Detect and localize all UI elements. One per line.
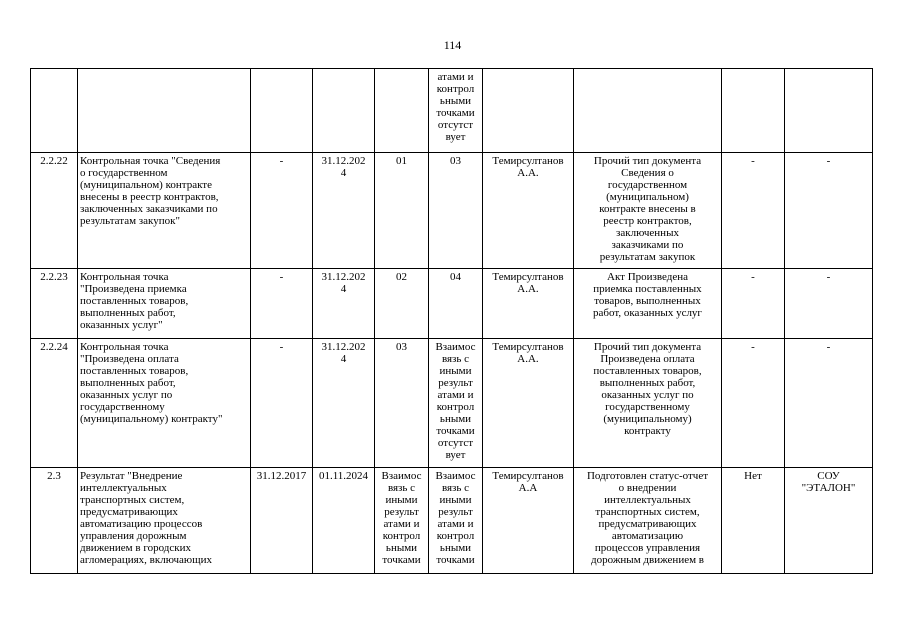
row-name-cell: [78, 339, 251, 468]
row-responsible-cell: [483, 153, 574, 269]
table-row: [31, 69, 873, 153]
row-end-date: 31.12.202 4: [321, 155, 366, 179]
plan-table: [30, 68, 873, 574]
row-end-date-cell: [313, 69, 375, 153]
row-link-next: атами и контрол ьными точками отсутст вует: [436, 71, 475, 143]
row-start-date: -: [279, 155, 284, 167]
row-document-type: Подготовлен статус-отчет о внедрении интеллектуальных транспортных систем, предусматривающих автоматизацию процессов управления дорожным движением в: [586, 470, 709, 566]
row-info-system-cell: [722, 339, 785, 468]
row-start-date: -: [279, 271, 284, 283]
row-info-system-cell: [722, 153, 785, 269]
row-end-date-cell: [313, 468, 375, 574]
row-link-previous-cell: [375, 339, 429, 468]
row-link-previous: Взаимос вязь с иными результ атами и контрол ьными точками: [381, 470, 422, 566]
row-number: 2.3: [47, 470, 61, 482]
row-document-type-cell: [574, 468, 722, 574]
row-note-cell: [785, 339, 873, 468]
row-name: Результат "Внедрение интеллектуальных транспортных систем, предусматривающих автоматизацию процессов управления дорожным движением в городских агломерациях, включающих: [80, 470, 212, 566]
table-row: [31, 339, 873, 468]
row-link-previous-cell: [375, 69, 429, 153]
row-note-cell: [785, 269, 873, 339]
row-responsible: Темирсултанов А.А: [492, 470, 564, 494]
row-note: -: [826, 155, 831, 167]
row-start-date-cell: [251, 153, 313, 269]
row-info-system: -: [751, 271, 755, 283]
page-number: 114: [443, 38, 462, 52]
row-name-cell: [78, 153, 251, 269]
row-end-date: 31.12.202 4: [321, 271, 366, 295]
row-info-system-cell: [722, 69, 785, 153]
row-start-date: 31.12.2017: [256, 470, 307, 482]
row-info-system: -: [751, 155, 755, 167]
row-responsible-cell: [483, 269, 574, 339]
row-start-date-cell: [251, 468, 313, 574]
row-note-cell: [785, 153, 873, 269]
row-document-type-cell: [574, 269, 722, 339]
row-link-next-cell: [429, 269, 483, 339]
row-link-previous: 01: [396, 155, 407, 167]
row-link-previous-cell: [375, 269, 429, 339]
row-link-next-cell: [429, 339, 483, 468]
row-link-next: 03: [450, 155, 461, 167]
row-end-date: 31.12.202 4: [321, 341, 366, 365]
row-responsible: Темирсултанов А.А.: [492, 271, 564, 295]
row-link-previous-cell: [375, 468, 429, 574]
row-link-previous: 02: [396, 271, 407, 283]
row-start-date-cell: [251, 339, 313, 468]
row-link-next-cell: [429, 69, 483, 153]
row-link-previous: 03: [396, 341, 407, 353]
row-document-type: Акт Произведена приемка поставленных товаров, выполненных работ, оказанных услуг: [593, 271, 702, 319]
row-link-next-cell: [429, 153, 483, 269]
row-name: Контрольная точка "Произведена оплата поставленных товаров, выполненных работ, оказанных услуг по государственному (муниципальному) контракту": [80, 341, 223, 425]
row-number-cell: [31, 69, 78, 153]
row-number-cell: [31, 468, 78, 574]
row-note-cell: [785, 69, 873, 153]
row-note: -: [826, 341, 831, 353]
row-start-date-cell: [251, 69, 313, 153]
row-end-date: 01.11.2024: [318, 470, 369, 482]
row-info-system-cell: [722, 269, 785, 339]
row-link-previous-cell: [375, 153, 429, 269]
row-document-type: Прочий тип документа Сведения о государственном (муниципальном) контракте внесены в реестр контрактов, заключенных заказчиками по результатам закупок: [593, 155, 702, 263]
row-responsible-cell: [483, 69, 574, 153]
row-responsible: Темирсултанов А.А.: [492, 155, 564, 179]
row-document-type: Прочий тип документа Произведена оплата поставленных товаров, выполненных работ, оказанных услуг по государственному (муниципальному) контракту: [593, 341, 702, 437]
table-row: [31, 269, 873, 339]
row-info-system-cell: [722, 468, 785, 574]
row-start-date: -: [279, 341, 284, 353]
row-end-date-cell: [313, 339, 375, 468]
row-link-next: 04: [450, 271, 461, 283]
row-document-type-cell: [574, 69, 722, 153]
table-row: [31, 468, 873, 574]
row-responsible-cell: [483, 468, 574, 574]
row-info-system: -: [751, 341, 755, 353]
row-number-cell: [31, 339, 78, 468]
row-start-date-cell: [251, 269, 313, 339]
row-note-cell: [785, 468, 873, 574]
row-name: Контрольная точка "Произведена приемка поставленных товаров, выполненных работ, оказанных услуг": [80, 271, 189, 331]
table-row: [31, 153, 873, 269]
row-number: 2.2.22: [40, 155, 68, 167]
row-document-type-cell: [574, 339, 722, 468]
row-link-next: Взаимос вязь с иными результ атами и контрол ьными точками: [435, 470, 476, 566]
row-number-cell: [31, 153, 78, 269]
row-end-date-cell: [313, 153, 375, 269]
row-document-type-cell: [574, 153, 722, 269]
row-number: 2.2.24: [40, 341, 68, 353]
row-name-cell: [78, 69, 251, 153]
row-end-date-cell: [313, 269, 375, 339]
row-number-cell: [31, 269, 78, 339]
row-name-cell: [78, 269, 251, 339]
row-link-next-cell: [429, 468, 483, 574]
row-name: Контрольная точка "Сведения о государственном (муниципальном) контракте внесены в реестр контрактов, заключенных заказчиками по результатам закупок": [80, 155, 221, 227]
row-link-next: Взаимос вязь с иными результ атами и контрол ьными точками отсутст вует: [435, 341, 476, 461]
row-number: 2.2.23: [40, 271, 68, 283]
row-note: СОУ "ЭТАЛОН": [801, 470, 856, 494]
row-info-system: Нет: [744, 470, 762, 482]
row-name-cell: [78, 468, 251, 574]
row-responsible-cell: [483, 339, 574, 468]
row-responsible: Темирсултанов А.А.: [492, 341, 564, 365]
row-note: -: [826, 271, 831, 283]
